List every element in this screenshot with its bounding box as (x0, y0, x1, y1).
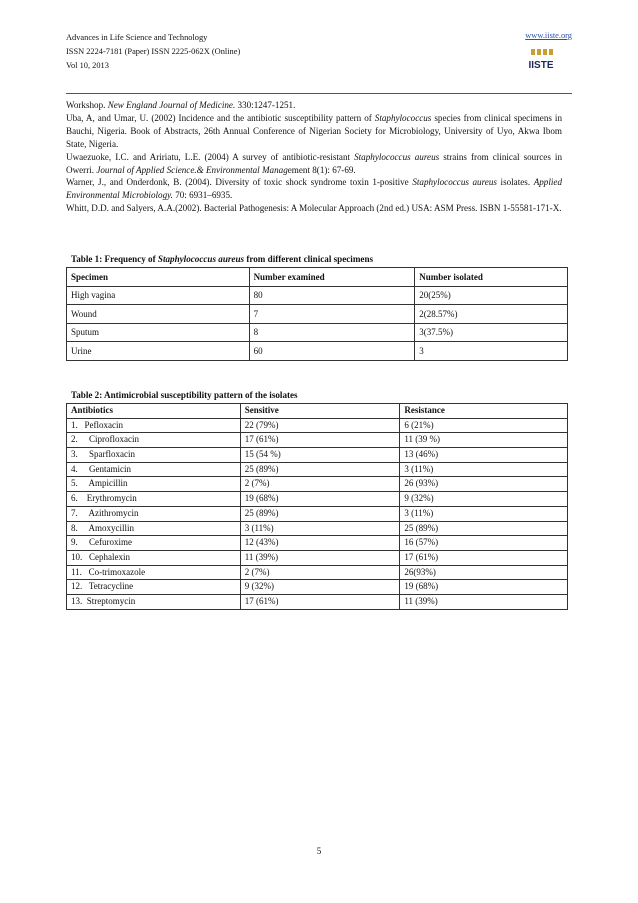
table2-cell: 13 (46%) (400, 448, 568, 463)
table2-cell: 6. Erythromycin (67, 492, 241, 507)
table2-cell: 8. Amoxycillin (67, 521, 241, 536)
table2-row (67, 448, 568, 463)
table1-cell: 3(37.5%) (415, 323, 568, 342)
table1-cell: 60 (249, 342, 415, 361)
table2-title: Table 2: Antimicrobial susceptibility pattern of the isolates (71, 390, 298, 400)
reference-text: Whitt, D.D. and Salyers, A.A.(2002). Bacterial Pathogenesis: A Molecular Approach (2nd ed.) USA: ASM Press. ISBN 1-55581-171-X. (66, 203, 562, 214)
reference-list (66, 99, 562, 215)
table1-header-row (67, 268, 568, 287)
table2-cell: 7. Azithromycin (67, 506, 241, 521)
table1-cell: Urine (67, 342, 250, 361)
header-rule (66, 93, 572, 94)
table2-cell: 9 (32%) (400, 492, 568, 507)
table2-cell: 2 (7%) (240, 565, 400, 580)
reference-italic-text: Staphylococcus (374, 112, 432, 123)
table2-cell: 16 (57%) (400, 536, 568, 551)
reference-italic-text: Staphylococcus aureus (412, 177, 497, 188)
reference-text: ement 8(1): 67-69. (287, 164, 356, 175)
reference-text: isolates. (496, 177, 534, 188)
table2-cell: 11. Co-trimoxazole (67, 565, 241, 580)
reference-text: Uwaezuoke, I.C. and Aririatu, L.E. (2004) A survey of antibiotic-resistant (66, 151, 355, 162)
table2-cell: 2. Ciprofloxacin (67, 433, 241, 448)
table2-row (67, 418, 568, 433)
reference-text: Warner, J., and Onderdonk, B. (2004). Diversity of toxic shock syndrome toxin 1-positive (66, 177, 413, 188)
table2-cell: 9 (32%) (240, 580, 400, 595)
table2-cell: 22 (79%) (240, 418, 400, 433)
reference-italic-text: New England Journal of Medicine. (107, 100, 236, 110)
table1-cell: Sputum (67, 323, 250, 342)
reference-entry (66, 176, 562, 202)
table1-cell: 2(28.57%) (415, 305, 568, 324)
table2-cell: 3. Sparfloxacin (67, 448, 241, 463)
table2-cell: 1. Pefloxacin (67, 418, 241, 433)
reference-entry (66, 99, 562, 112)
table2-cell: 19 (68%) (400, 580, 568, 595)
page-number: 5 (316, 846, 322, 856)
reference-entry (66, 202, 562, 215)
table2-cell: 5. Ampicillin (67, 477, 241, 492)
website-link[interactable]: www.iiste.org (525, 31, 572, 40)
table2-cell: 25 (89%) (240, 506, 400, 521)
table2-cell: 17 (61%) (400, 550, 568, 565)
table2-cell: 15 (54 %) (240, 448, 400, 463)
table2-row (67, 477, 568, 492)
iiste-logo (522, 46, 560, 76)
table2-cell: 9. Cefuroxime (67, 536, 241, 551)
table2-header-sensitive: Sensitive (240, 404, 400, 419)
table2-cell: 17 (61%) (240, 594, 400, 609)
table2-cell: 12 (43%) (240, 536, 400, 551)
reference-text: 330:1247-1251. (235, 100, 296, 110)
table2-row (67, 462, 568, 477)
page-header (66, 31, 572, 93)
table2-cell: 12. Tetracycline (67, 580, 241, 595)
reference-text: species from clinical specimens in Bauchi, Nigeria. Book of Abstracts, 26th Annual Conference of Nigerian Society for Microbiology, University of Uyo, Akwa Ibom State, Nigeria. (66, 112, 562, 149)
reference-italic-text: Staphylococcus aureus (354, 151, 440, 162)
table2-cell: 3 (11%) (400, 462, 568, 477)
issn-line: ISSN 2224-7181 (Paper) ISSN 2225-062X (Online) (66, 47, 241, 56)
table1-row (67, 286, 568, 305)
table2-header-resistance: Resistance (400, 404, 568, 419)
table1-title: Table 1: Frequency of Staphylococcus aureus from different clinical specimens (71, 254, 374, 264)
table1-cell: 7 (249, 305, 415, 324)
table2-cell: 19 (68%) (240, 492, 400, 507)
volume-line: Vol 10, 2013 (66, 61, 109, 70)
table1-cell: Wound (67, 305, 250, 324)
table1-cell: 3 (415, 342, 568, 361)
reference-text: Uba, A, and Umar, U. (2002) Incidence and the antibiotic susceptibility pattern of (66, 112, 375, 123)
table1-row (67, 342, 568, 361)
table2-cell: 4. Gentamicin (67, 462, 241, 477)
table1-cell: 20(25%) (415, 286, 568, 305)
table2-cell: 26 (93%) (400, 477, 568, 492)
table2-row (67, 550, 568, 565)
table2-cell: 13. Streptomycin (67, 594, 241, 609)
table2-cell: 3 (11%) (400, 506, 568, 521)
table1-header-specimen: Specimen (67, 268, 250, 287)
table2-cell: 2 (7%) (240, 477, 400, 492)
table2-row (67, 521, 568, 536)
logo-text: IISTE (528, 60, 554, 71)
reference-text: 70: 6931–6935. (172, 190, 233, 201)
table2-row (67, 506, 568, 521)
table2-cell: 11 (39%) (240, 550, 400, 565)
journal-name: Advances in Life Science and Technology (66, 33, 208, 42)
table2-cell: 6 (21%) (400, 418, 568, 433)
table2-cell: 3 (11%) (240, 521, 400, 536)
table2-row (67, 594, 568, 609)
table2-header-row (67, 404, 568, 419)
table1-row (67, 305, 568, 324)
table1-header-examined: Number examined (249, 268, 415, 287)
table2-row (67, 536, 568, 551)
table2-cell: 17 (61%) (240, 433, 400, 448)
table1-cell: 8 (249, 323, 415, 342)
table1-row (67, 323, 568, 342)
table2-cell: 26(93%) (400, 565, 568, 580)
table2-cell: 25 (89%) (400, 521, 568, 536)
table2-cell: 11 (39%) (400, 594, 568, 609)
reference-entry (66, 112, 562, 151)
reference-text: Workshop. (66, 100, 108, 110)
table1-cell: 80 (249, 286, 415, 305)
table2-cell: 25 (89%) (240, 462, 400, 477)
reference-italic-text: Applied Environmental Microbiology. (66, 177, 562, 201)
table1-specimen-frequency (66, 267, 568, 361)
table1-cell: High vagina (67, 286, 250, 305)
table2-cell: 10. Cephalexin (67, 550, 241, 565)
table2-header-antibiotics: Antibiotics (67, 404, 241, 419)
table2-row (67, 565, 568, 580)
reference-italic-text: Journal of Applied Science.& Environmental Manag (96, 164, 288, 175)
reference-text: strains from clinical sources in Owerri. (66, 151, 562, 175)
table1-header-isolated: Number isolated (415, 268, 568, 287)
table2-susceptibility (66, 403, 568, 610)
table2-row (67, 433, 568, 448)
reference-entry (66, 151, 562, 177)
table2-cell: 11 (39 %) (400, 433, 568, 448)
table2-row (67, 492, 568, 507)
table2-row (67, 580, 568, 595)
